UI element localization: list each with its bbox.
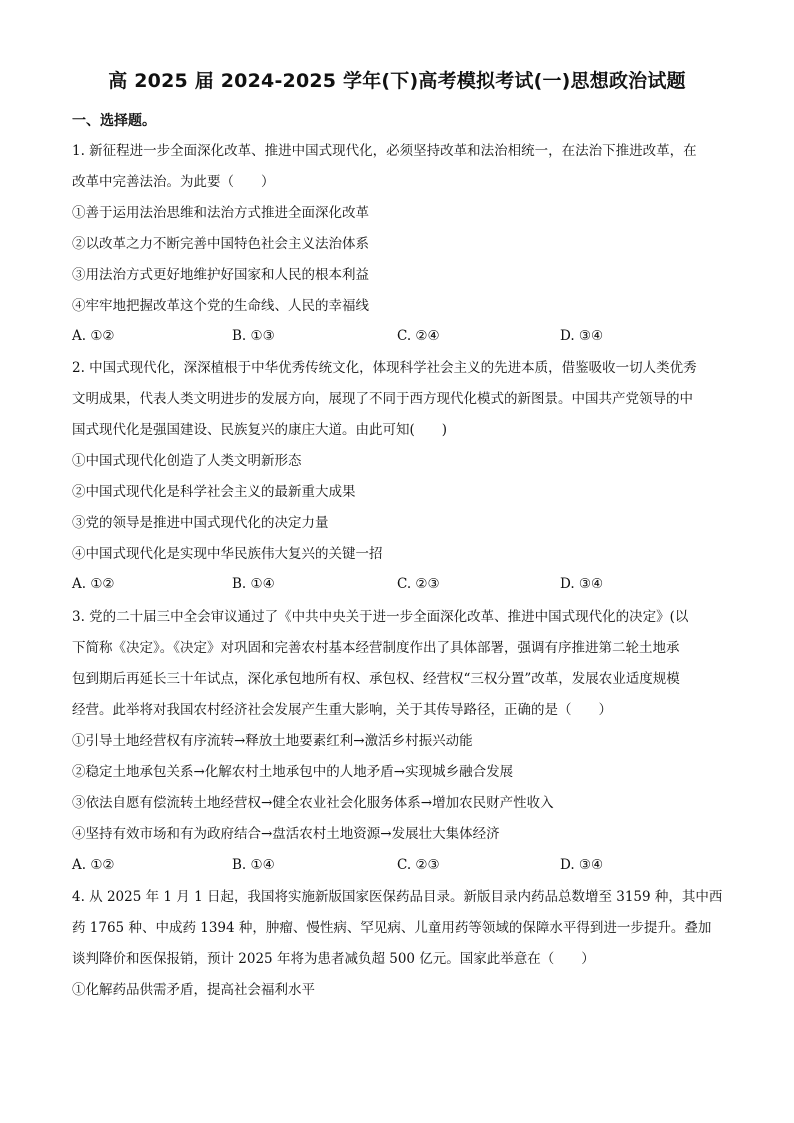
question-3-stem-line: 经营。此举将对我国农村经济社会发展产生重大影响，关于其传导路径，正确的是（ ） <box>72 702 612 718</box>
question-4-stem-line: 4. 从 2025 年 1 月 1 日起，我国将实施新版国家医保药品目录。新版目录内药品总数增至 3159 种，其中西 <box>72 889 723 905</box>
question-1-item: ④牢牢地把握改革这个党的生命线、人民的幸福线 <box>72 298 369 314</box>
option-d: D. ③④ <box>560 857 604 873</box>
option-b: B. ①③ <box>232 328 275 344</box>
question-2-stem-line: 2. 中国式现代化，深深植根于中华优秀传统文化，体现科学社会主义的先进本质，借鉴吸收一切人类优秀 <box>72 360 697 376</box>
option-c: C. ②③ <box>397 857 440 873</box>
question-4-stem-line: 药 1765 种、中成药 1394 种，肿瘤、慢性病、罕见病、儿童用药等领域的保障水平得到进一步提升。叠加 <box>72 920 712 936</box>
question-1-item: ①善于运用法治思维和法治方式推进全面深化改革 <box>72 205 369 221</box>
option-c: C. ②③ <box>397 576 440 592</box>
question-1-stem-line: 1. 新征程进一步全面深化改革、推进中国式现代化，必须坚持改革和法治相统一，在法治下推进改革，在 <box>72 143 697 159</box>
question-4-stem-line: 谈判降价和医保报销，预计 2025 年将为患者减负超 500 亿元。国家此举意在（ ） <box>72 951 595 967</box>
option-d: D. ③④ <box>560 576 604 592</box>
section-heading: 一、选择题。 <box>72 113 156 129</box>
question-2-item: ②中国式现代化是科学社会主义的最新重大成果 <box>72 484 356 500</box>
option-a: A. ①② <box>72 576 115 592</box>
question-2-item: ①中国式现代化创造了人类文明新形态 <box>72 453 302 469</box>
page-title: 高 2025 届 2024-2025 学年(下)高考模拟考试(一)思想政治试题 <box>108 70 686 92</box>
question-3-item: ②稳定土地承包关系→化解农村土地承包中的人地矛盾→实现城乡融合发展 <box>72 764 514 780</box>
question-3-stem-line: 下简称《决定》。《决定》对巩固和完善农村基本经营制度作出了具体部署，强调有序推进第二轮土地承 <box>72 640 680 656</box>
question-2-options <box>72 576 724 594</box>
question-1-item: ②以改革之力不断完善中国特色社会主义法治体系 <box>72 236 369 252</box>
question-4-item: ①化解药品供需矛盾，提高社会福利水平 <box>72 982 315 998</box>
question-3-stem-line: 包到期后再延长三十年试点，深化承包地所有权、承包权、经营权“三权分置”改革，发展农业适度规模 <box>72 671 680 687</box>
question-3-options <box>72 857 724 875</box>
option-c: C. ②④ <box>397 328 440 344</box>
question-3-item: ④坚持有效市场和有为政府结合→盘活农村土地资源→发展壮大集体经济 <box>72 826 500 842</box>
question-1-stem-line: 改革中完善法治。为此要（ ） <box>72 174 275 190</box>
option-a: A. ①② <box>72 857 115 873</box>
question-2-stem-line: 国式现代化是强国建设、民族复兴的康庄大道。由此可知( ) <box>72 422 448 438</box>
option-b: B. ①④ <box>232 857 275 873</box>
question-3-item: ③依法自愿有偿流转土地经营权→健全农业社会化服务体系→增加农民财产性收入 <box>72 795 554 811</box>
question-3-item: ①引导土地经营权有序流转→释放土地要素红利→激活乡村振兴动能 <box>72 733 473 749</box>
option-d: D. ③④ <box>560 328 604 344</box>
question-2-stem-line: 文明成果，代表人类文明进步的发展方向，展现了不同于西方现代化模式的新图景。中国共产党领导的中 <box>72 391 693 407</box>
question-2-item: ③党的领导是推进中国式现代化的决定力量 <box>72 515 329 531</box>
question-2-item: ④中国式现代化是实现中华民族伟大复兴的关键一招 <box>72 546 383 562</box>
option-a: A. ①② <box>72 328 115 344</box>
question-3-stem-line: 3. 党的二十届三中全会审议通过了《中共中央关于进一步全面深化改革、推进中国式现代化的决定》(以 <box>72 609 689 625</box>
question-1-options <box>72 328 724 346</box>
question-1-item: ③用法治方式更好地维护好国家和人民的根本利益 <box>72 267 369 283</box>
option-b: B. ①④ <box>232 576 275 592</box>
